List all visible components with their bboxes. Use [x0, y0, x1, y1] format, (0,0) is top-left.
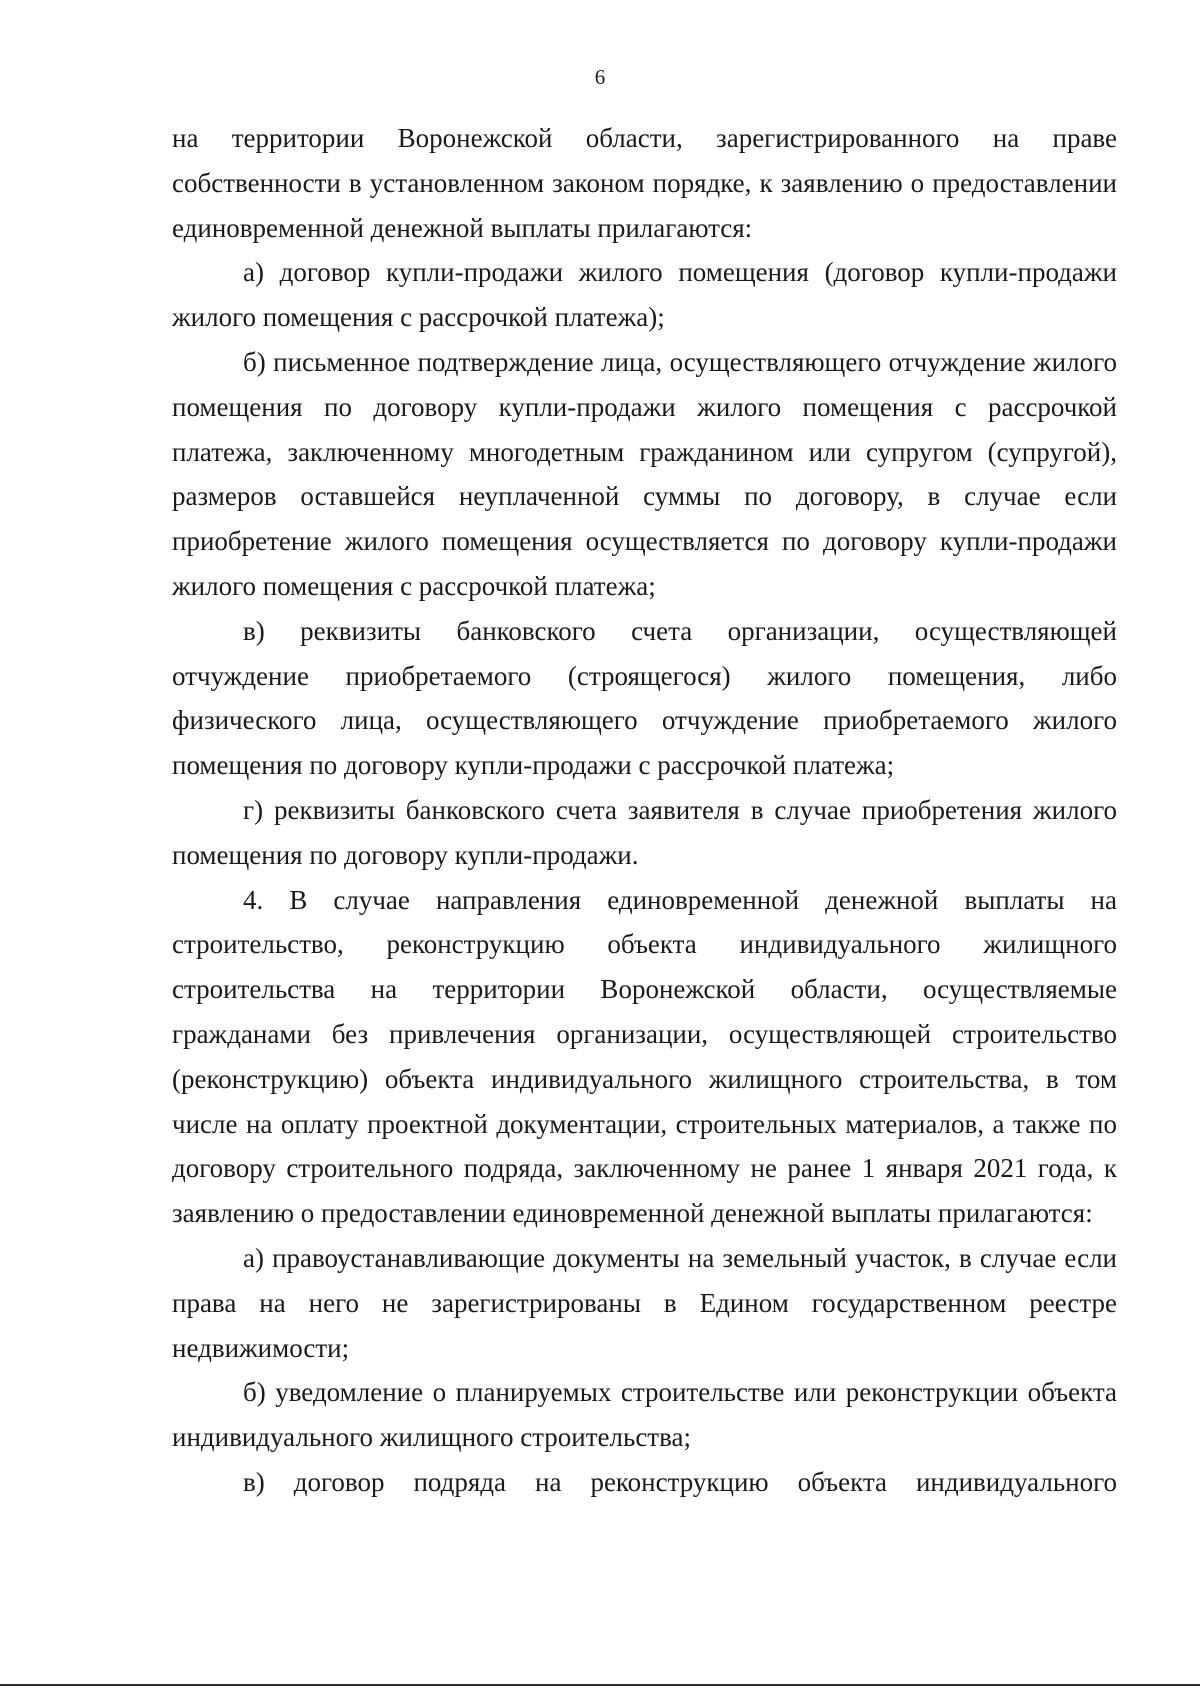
paragraph-item-a: а) договор купли-продажи жилого помещения (договор купли-продажи жилого помещения с рассрочкой платежа);	[172, 257, 1117, 333]
scan-bottom-edge	[0, 1684, 1200, 1686]
paragraph-section-4-item-v: в) договор подряда на реконструкцию объекта индивидуального	[243, 1466, 1117, 1497]
paragraph-item-g: г) реквизиты банковского счета заявителя в случае приобретения жилого помещения по договору купли-продажи.	[172, 794, 1117, 870]
page-number: 6	[594, 65, 606, 89]
paragraph-item-b: б) письменное подтверждение лица, осуществляющего отчуждение жилого помещения по договору купли-продажи жилого помещения с рассрочкой платежа, заключенному многодетным гражданином или супругом (супругой), размеров оставшейся неуплаченной суммы по договору, в случае если приобретение жилого помещения осуществляется по договору купли-продажи жилого помещения с рассрочкой платежа;	[172, 346, 1117, 601]
paragraph-continuation: на территории Воронежской области, зарегистрированного на праве собственности в установленном законом порядке, к заявлению о предоставлении единовременной денежной выплаты прилагаются:	[172, 123, 1117, 243]
document-body	[172, 116, 1117, 1505]
paragraph-section-4-item-a: а) правоустанавливающие документы на земельный участок, в случае если права на него не зарегистрированы в Едином государственном реестре недвижимости;	[172, 1242, 1117, 1363]
paragraph-section-4: 4. В случае направления единовременной денежной выплаты на строительство, реконструкцию объекта индивидуального жилищного строительства на территории Воронежской области, осуществляемые гражданами без привлечения организации, осуществляющей строительство (реконструкцию) объекта индивидуального жилищного строительства, в том числе на оплату проектной документации, строительных материалов, а также по договору строительного подряда, заключенному не ранее 1 января 2021 года, к заявлению о предоставлении единовременной денежной выплаты прилагаются:	[172, 884, 1117, 1229]
paragraph-item-v: в) реквизиты банковского счета организации, осуществляющей отчуждение приобретаемого (строящегося) жилого помещения, либо физического лица, осуществляющего отчуждение приобретаемого жилого помещения по договору купли-продажи с рассрочкой платежа;	[172, 615, 1117, 781]
paragraph-section-4-item-b: б) уведомление о планируемых строительстве или реконструкции объекта индивидуального жилищного строительства;	[172, 1377, 1117, 1453]
